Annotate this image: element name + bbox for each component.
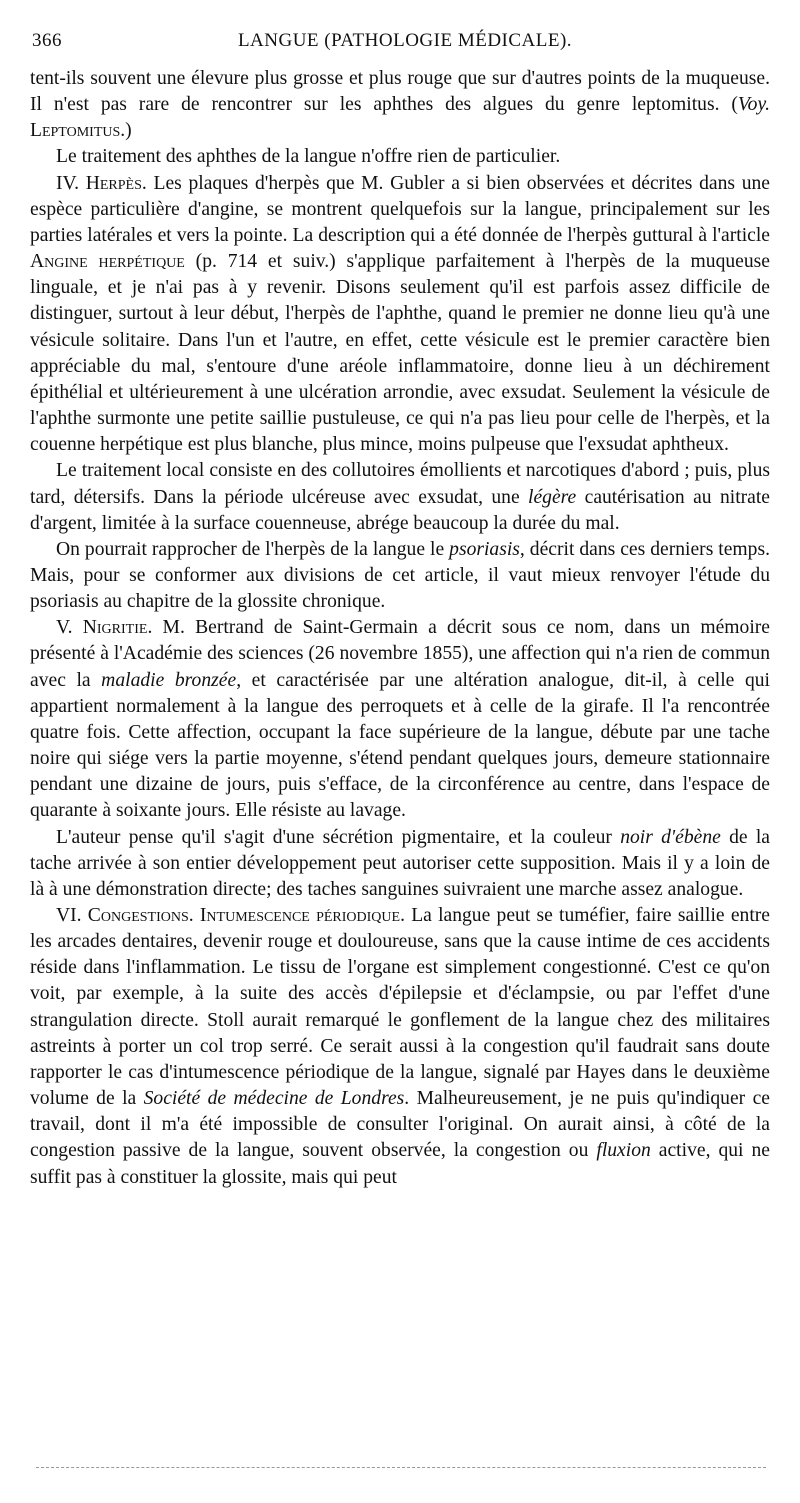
text-run: . xyxy=(188,905,200,926)
text-run: . M. Bertrand de Saint-Germain a décrit sous ce nom, dans un mémoire présenté à l'Académie des sciences (26 novembre 1855), une affection qui n'a rien de commun avec la xyxy=(30,617,770,691)
paragraph xyxy=(30,144,770,170)
italic-text: maladie bronzée xyxy=(101,669,237,691)
text-run: On pourrait rapprocher de l'herpès de la langue le xyxy=(56,538,450,560)
paragraph xyxy=(30,66,770,144)
paragraph xyxy=(30,825,770,903)
text-run: cautérisation au nitrate d'argent, limitée à la surface couenneuse, abrége beaucoup la durée du mal. xyxy=(30,486,770,534)
italic-text: noir d'ébène xyxy=(620,826,721,848)
text-run: L'auteur pense qu'il s'agit d'une sécrétion pigmentaire, et la couleur xyxy=(56,826,621,848)
text-run: (p. 714 et suiv.) s'applique parfaitement à l'herpès de la muqueuse linguale, et je n'ai pas à y revenir. Disons seulement qu'il est parfois assez difficile de distinguer, surtout à leur début, l'herpès de l'aphthe, quand le premier ne donne lieu qu'à une vésicule solitaire. Dans l'un et l'autre, en effet, cette vésicule est le premier caractère bien appréciable du mal, s'entoure d'une aréole inflammatoire, donne lieu à un déchirement épithélial et ultérieurement à une ulcération arrondie, avec exsudat. Seulement la vésicule de l'aphthe surmonte une petite saillie pustuleuse, ce qui n'a pas lieu pour celle de l'herpès, et la couenne herpétique est plus blanche, plus mince, moins pulpeuse que l'exsudat aphtheux. xyxy=(30,251,770,456)
text-run: Le traitement local consiste en des collutoires émollients et narcotiques d'abord ; puis, plus tard, détersifs. Dans la période ulcéreuse avec exsudat, une xyxy=(30,460,770,508)
paragraph xyxy=(30,903,770,1191)
document-page xyxy=(30,22,770,1191)
small-caps-text: Leptomitus xyxy=(30,120,121,142)
page-header xyxy=(30,22,770,52)
paragraph xyxy=(30,171,770,459)
text-run: . Les plaques d'herpès que M. Gubler a si bien observées et décrites dans une espèce particulière d'angine, se montrent quelquefois sur la langue, principalement sur les parties latérales et vers la pointe. La description qui a été donnée de l'herpès guttural à l'article xyxy=(30,172,770,246)
text-run: de la tache arrivée à son entier développement peut autoriser cette supposition. Mais il y a loin de là à une démonstration directe; des taches sanguines suivraient une marche assez analogue. xyxy=(30,826,770,900)
text-run: , décrit dans ces derniers temps. Mais, pour se conformer aux divisions de cet article, il vaut mieux renvoyer l'étude du psoriasis au chapitre de la glossite chronique. xyxy=(30,538,770,613)
text-run: active, qui ne suffit pas à constituer la glossite, mais qui peut xyxy=(30,1140,770,1188)
footer-rule xyxy=(36,1467,766,1468)
paragraph xyxy=(30,458,770,536)
text-run: . Malheureusement, je ne puis qu'indiquer ce travail, dont il m'a été impossible de consulter l'original. On aurait ainsi, à côté de la congestion passive de la langue, souvent observée, la congestion ou xyxy=(30,1088,771,1162)
italic-text: fluxion xyxy=(596,1140,651,1162)
text-run: , et caractérisée par une altération analogue, dit-il, à celle qui appartient normalement à la langue des perroquets et à celle de la girafe. Il l'a rencontrée quatre fois. Cette affection, occupant la face supérieure de la langue, débute par une tache noire qui siége vers la partie moyenne, s'étend pendant quelques jours, demeure stationnaire pendant une dizaine de jours, puis s'efface, de la circonférence au centre, dans l'espace de quarante à soixante jours. Elle résiste au lavage. xyxy=(30,669,770,822)
text-run: . La langue peut se tuméfier, faire saillie entre les arcades dentaires, devenir rouge et douloureuse, sans que la cause intime de ces accidents réside dans l'inflammation. Le tissu de l'organe est simplement congestionné. C'est ce qu'on voit, par exemple, à la suite des accès d'épilepsie et d'éclampsie, ou par l'effet d'une strangulation directe. Stoll aurait remarqué le gonflement de la langue chez des militaires astreints à porter un col trop serré. Ce serait aussi à la congestion qu'il faudrait sans doute rapporter le cas d'intumescence périodique de la langue, signalé par Hayes dans le deuxième volume de la xyxy=(30,905,770,1110)
italic-text: psoriasis xyxy=(449,538,520,560)
text-run: VI. xyxy=(56,905,88,926)
small-caps-text: Angine herpétique xyxy=(30,251,185,273)
text-run: .) xyxy=(120,120,132,142)
italic-text: Société de médecine de Londres xyxy=(143,1088,405,1110)
text-run: V. xyxy=(56,617,83,639)
small-caps-text: Herpès xyxy=(85,172,142,194)
paragraph xyxy=(30,615,770,824)
body-text xyxy=(30,66,770,1191)
page-number: 366 xyxy=(32,30,62,51)
running-title: LANGUE (PATHOLOGIE MÉDICALE). xyxy=(237,30,573,51)
paragraph xyxy=(30,537,770,615)
text-run: IV. xyxy=(56,172,86,194)
text-run: tent-ils souvent une élevure plus grosse et plus rouge que sur d'autres points de la muqueuse. Il n'est pas rare de rencontrer sur les aphthes des algues du genre leptomitus. ( xyxy=(30,68,770,116)
italic-text: Voy. xyxy=(737,94,770,116)
italic-text: légère xyxy=(528,486,577,508)
small-caps-text: Congestions xyxy=(87,905,189,926)
text-run: Le traitement des aphthes de la langue n'offre rien de particulier. xyxy=(56,146,561,168)
small-caps-text: Nigritie xyxy=(82,617,148,639)
small-caps-text: Intumescence périodique xyxy=(199,905,401,926)
